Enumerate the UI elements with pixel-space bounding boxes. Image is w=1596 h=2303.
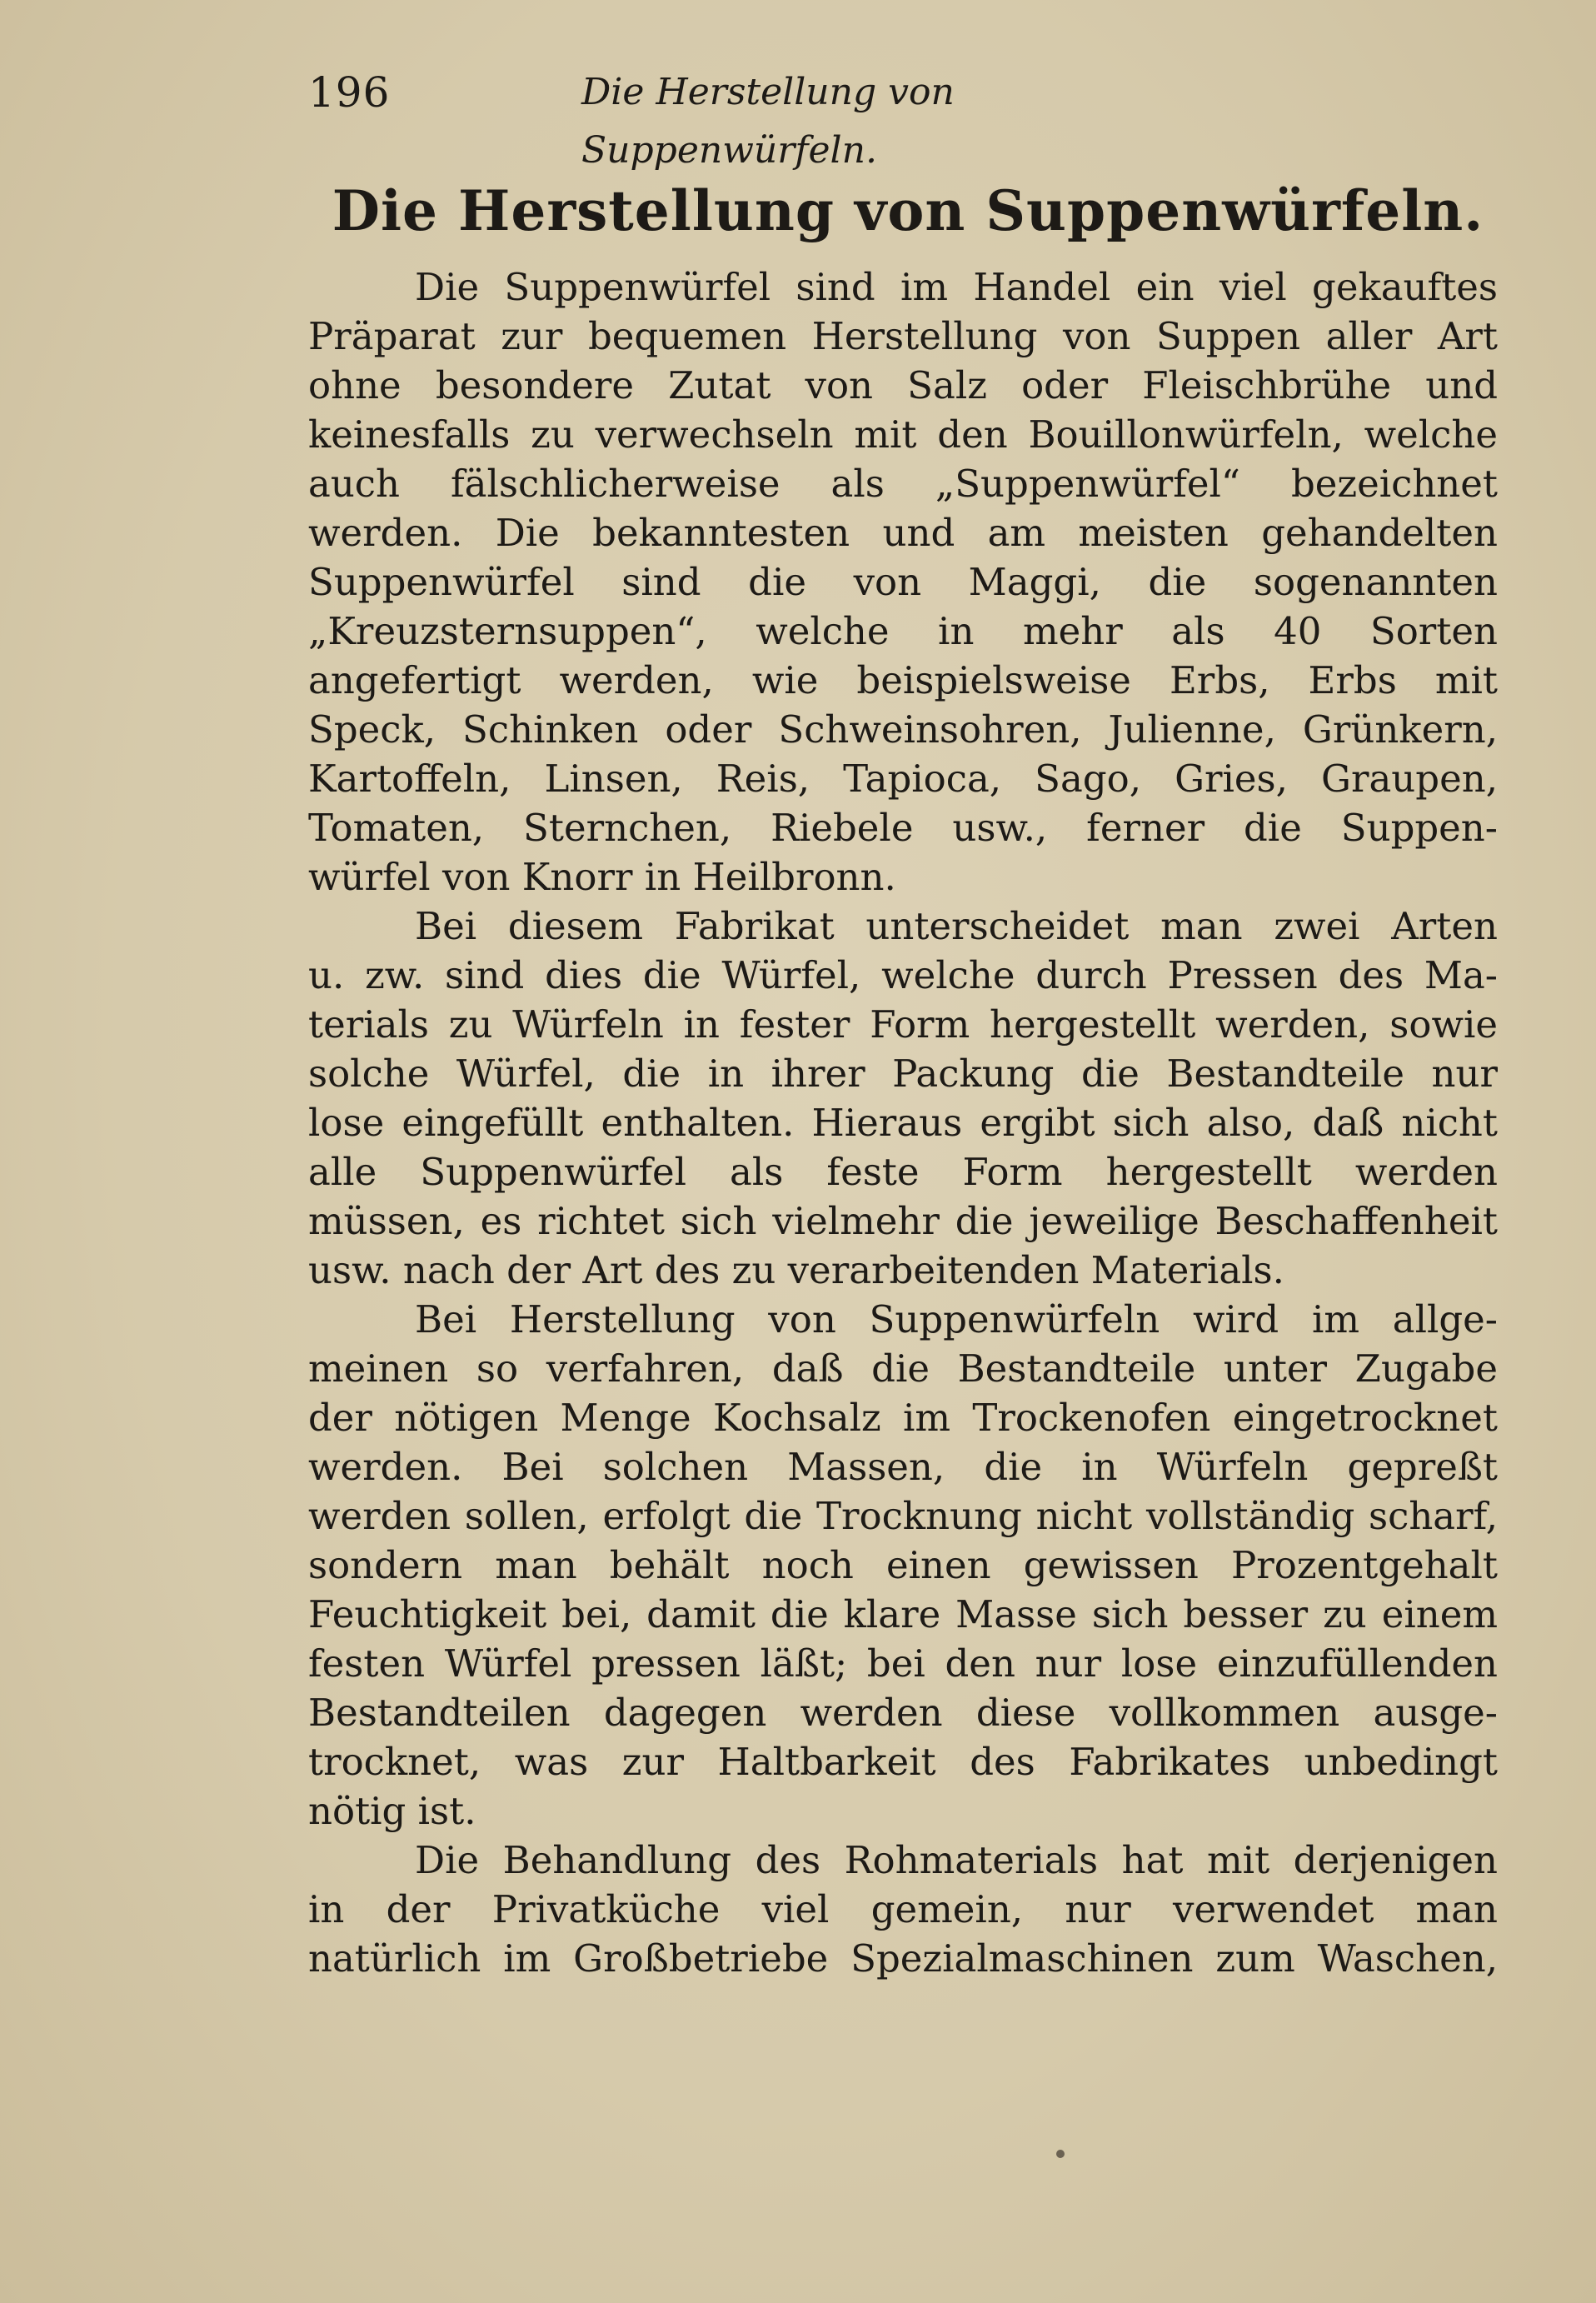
text-line: sondern man behält noch einen gewissen Prozentgehalt	[308, 1543, 1498, 1587]
text-line: Bei Herstellung von Suppenwürfeln wird im allge-	[415, 1297, 1498, 1341]
text-line: alle Suppenwürfel als feste Form hergestellt werden	[308, 1150, 1498, 1194]
text-line: Die Behandlung des Rohmaterials hat mit derjenigen	[415, 1838, 1498, 1882]
text-line: „Kreuzsternsuppen“, welche in mehr als 40 Sorten	[308, 609, 1498, 653]
text-line: ohne besondere Zutat von Salz oder Fleischbrühe und	[308, 363, 1498, 407]
text-line: werden. Bei solchen Massen, die in Würfeln gepreßt	[308, 1445, 1498, 1489]
running-header	[308, 63, 1233, 172]
text-line: Die Suppenwürfel sind im Handel ein viel gekauftes	[415, 265, 1498, 309]
text-line: Tomaten, Sternchen, Riebele usw., ferner die Suppen-	[308, 806, 1498, 850]
text-line: Bei diesem Fabrikat unterscheidet man zwei Arten	[415, 904, 1498, 948]
text-line: u. zw. sind dies die Würfel, welche durch Pressen des Ma-	[308, 953, 1498, 997]
text-line: lose eingefüllt enthalten. Hieraus ergibt sich also, daß nicht	[308, 1101, 1498, 1145]
text-line: meinen so verfahren, daß die Bestandteile unter Zugabe	[308, 1346, 1498, 1391]
text-line: angefertigt werden, wie beispielsweise Erbs, Erbs mit	[308, 658, 1498, 702]
text-line: der nötigen Menge Kochsalz im Trockenofen eingetrocknet	[308, 1396, 1498, 1440]
text-line: in der Privatküche viel gemein, nur verwendet man	[308, 1887, 1498, 1931]
text-line: werden. Die bekanntesten und am meisten gehandelten	[308, 511, 1498, 555]
page-number: 196	[308, 68, 391, 117]
text-line: Suppenwürfel sind die von Maggi, die sogenannten	[308, 560, 1498, 604]
text-line: usw. nach der Art des zu verarbeitenden Materials.	[308, 1248, 1284, 1292]
body-text	[308, 262, 1498, 1983]
text-line: Bestandteilen dagegen werden diese vollkommen ausge-	[308, 1691, 1498, 1735]
ink-dot	[1056, 2150, 1065, 2158]
text-line: müssen, es richtet sich vielmehr die jeweilige Beschaffenheit	[308, 1199, 1498, 1243]
text-line: werden sollen, erfolgt die Trocknung nicht vollständig scharf,	[308, 1494, 1498, 1538]
chapter-title: Die Herstellung von Suppenwürfeln.	[332, 178, 1484, 243]
text-line: terials zu Würfeln in fester Form hergestellt werden, sowie	[308, 1002, 1498, 1047]
running-title: Die Herstellung von Suppenwürfeln.	[581, 71, 955, 172]
text-line: natürlich im Großbetriebe Spezialmaschinen zum Waschen,	[308, 1936, 1498, 1981]
text-line: Feuchtigkeit bei, damit die klare Masse sich besser zu einem	[308, 1592, 1498, 1636]
text-line: Speck, Schinken oder Schweinsohren, Julienne, Grünkern,	[308, 707, 1498, 752]
text-line: auch fälschlicherweise als „Suppenwürfel“ bezeichnet	[308, 462, 1498, 506]
text-line: trocknet, was zur Haltbarkeit des Fabrikates unbedingt	[308, 1740, 1498, 1784]
text-line: Kartoffeln, Linsen, Reis, Tapioca, Sago, Gries, Graupen,	[308, 757, 1498, 801]
text-line: Präparat zur bequemen Herstellung von Suppen aller Art	[308, 314, 1498, 358]
text-line: nötig ist.	[308, 1789, 476, 1833]
text-line: keinesfalls zu verwechseln mit den Bouillonwürfeln, welche	[308, 412, 1498, 457]
text-line: solche Würfel, die in ihrer Packung die Bestandteile nur	[308, 1052, 1498, 1096]
text-line: würfel von Knorr in Heilbronn.	[308, 855, 896, 899]
text-line: festen Würfel pressen läßt; bei den nur lose einzufüllenden	[308, 1641, 1498, 1686]
